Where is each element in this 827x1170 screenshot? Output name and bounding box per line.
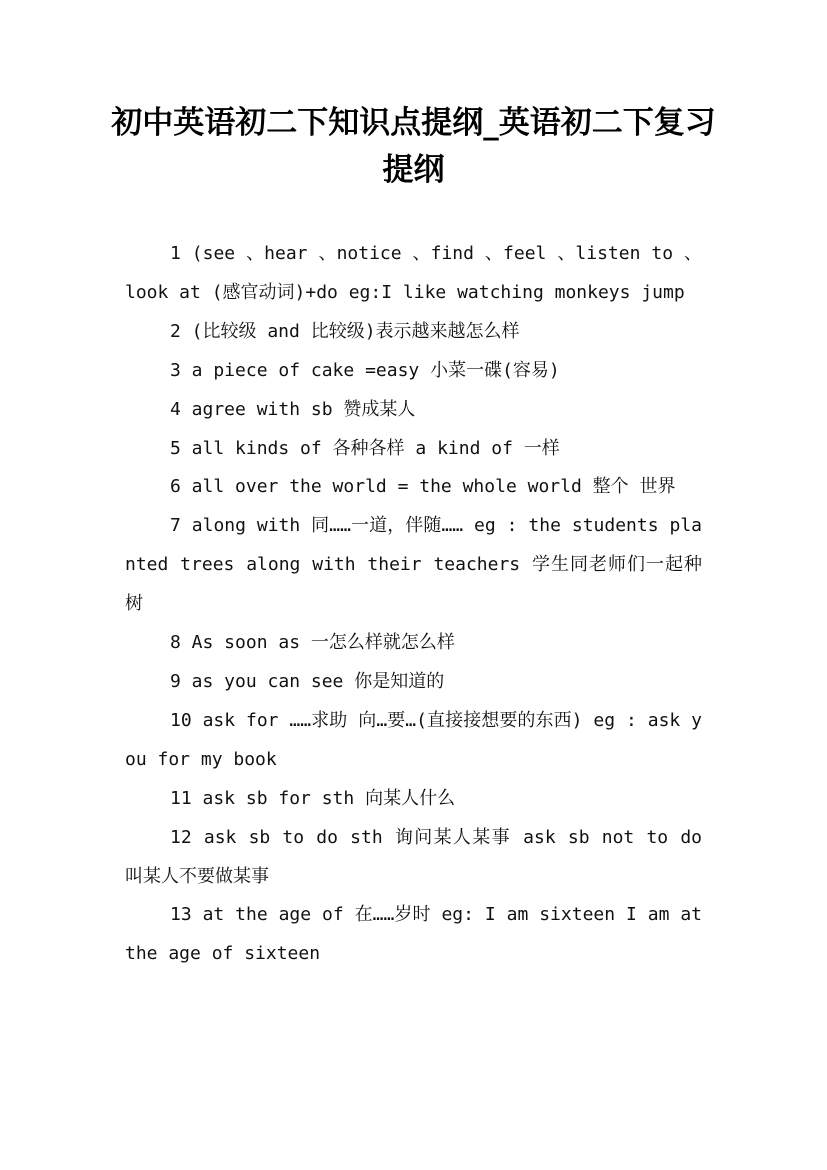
paragraph-2: 2 (比较级 and 比较级)表示越来越怎么样 [170,320,520,342]
paragraph-7: 7 along with 同……一道，伴随…… eg : the students planted trees along with their teachers 学生同老师们一起种树 [125,515,702,615]
paragraph-4: 4 agree with sb 赞成某人 [170,398,416,420]
paragraph-9: 9 as you can see 你是知道的 [170,670,445,692]
document-body [125,235,702,974]
paragraph-11: 11 ask sb for sth 向某人什么 [170,787,456,809]
paragraph-8: 8 As soon as 一怎么样就怎么样 [170,632,455,654]
paragraph-13: 13 at the age of 在……岁时 eg: I am sixteen I am at the age of sixteen [125,904,702,965]
paragraph-12: 12 ask sb to do sth 询问某人某事 ask sb not to do 叫某人不要做某事 [125,826,702,887]
paragraph-10: 10 ask for ……求助 向…要…(直接接想要的东西) eg : ask you for my book [125,709,702,770]
paragraph-5: 5 all kinds of 各种各样 a kind of 一样 [170,437,560,459]
paragraph-6: 6 all over the world = the whole world 整个 世界 [170,476,676,498]
document-title: 初中英语初二下知识点提纲_英语初二下复习提纲 [111,105,716,188]
paragraph-3: 3 a piece of cake =easy 小菜一碟(容易) [170,359,560,381]
paragraph-1: 1 (see 、hear 、notice 、find 、feel 、listen to 、 look at (感官动词)+do eg:I like watching monkeys jump [125,243,702,303]
